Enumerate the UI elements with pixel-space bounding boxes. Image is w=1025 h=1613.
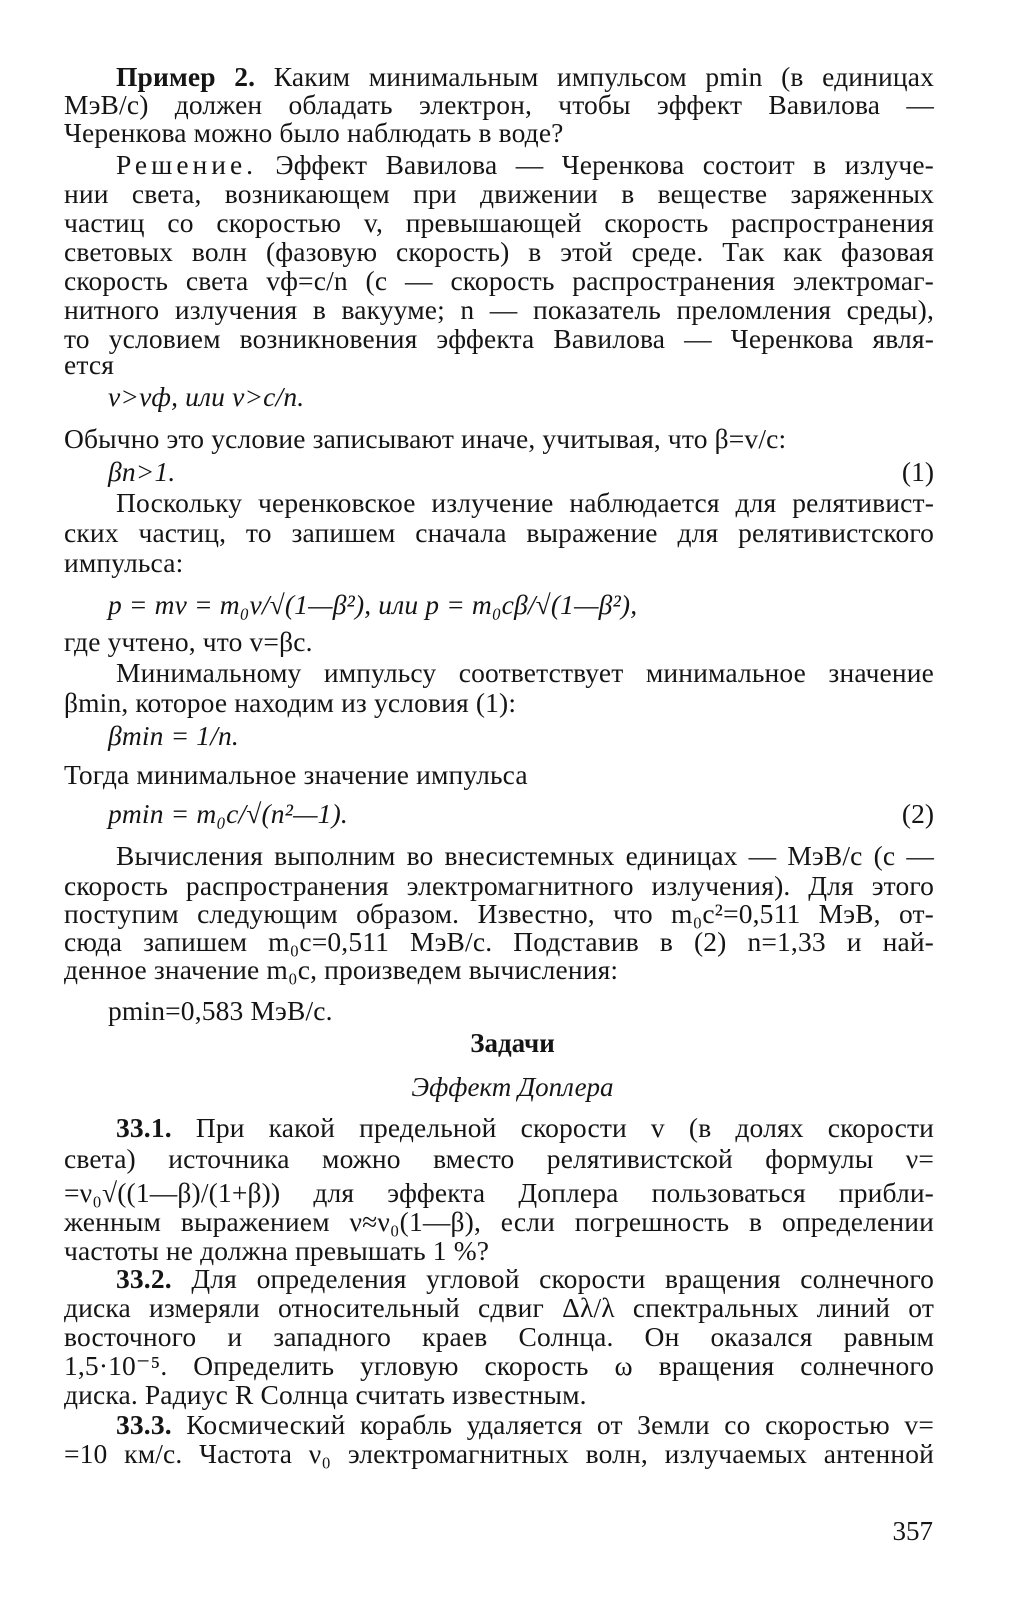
solution-line: скорость света vф=c/n (c — скорость распространения электромаг- (64, 265, 934, 296)
formula-1: βn>1. (108, 456, 176, 487)
formula-condition: v>vф, или v>c/n. (108, 381, 305, 412)
solution-line: Решение. Эффект Вавилова — Черенкова состоит в излуче- (116, 149, 934, 180)
text-line: импульса: (64, 547, 184, 578)
problem-line: женным выражением ν≈ν₀(1—β), если погрешность в определении (64, 1206, 934, 1237)
example-title: Пример 2. (116, 61, 256, 92)
problem-line: частоты не должна превышать 1 %? (64, 1235, 490, 1266)
text-line: поступим следующим образом. Известно, что m₀c²=0,511 МэВ, от- (64, 898, 934, 929)
problem-line: диска измеряли относительный сдвиг Δλ/λ спектральных линий от (64, 1292, 934, 1323)
text-line: Обычно это условие записывают иначе, учитывая, что β=v/c: (64, 423, 787, 454)
text-line: ских частиц, то запишем сначала выражение для релятивистского (64, 517, 934, 548)
example-line: Пример 2. Каким минимальным импульсом pmin (в единицах (116, 61, 934, 92)
problems-heading: Задачи (470, 1028, 555, 1058)
solution-label: Решение. (116, 149, 258, 180)
problem-line: =ν₀√((1—β)/(1+β)) для эффекта Доплера пользоваться прибли- (64, 1177, 934, 1208)
problem-line: 33.3. Космический корабль удаляется от Земли со скоростью v= (116, 1409, 934, 1440)
problem-line: 33.1. При какой предельной скорости v (в долях скорости (116, 1112, 934, 1143)
text-line: Вычисления выполним во внесистемных единицах — МэВ/c (c — (116, 840, 934, 871)
text-line: Поскольку черенковское излучение наблюдается для релятивист- (116, 487, 934, 518)
solution-line: нитного излучения в вакууме; n — показатель преломления среды), (64, 294, 934, 325)
formula-momentum: p = mv = m₀v/√(1—β²), или p = m₀cβ/√(1—β²), (108, 589, 638, 620)
formula-2: pmin = m₀c/√(n²—1). (108, 798, 348, 829)
text-line: βmin, которое находим из условия (1): (64, 687, 517, 718)
text-line: где учтено, что v=βc. (64, 626, 313, 657)
formula-beta-min: βmin = 1/n. (108, 720, 239, 751)
problem-line: света) источника можно вместо релятивистской формулы ν= (64, 1143, 934, 1174)
problem-number: 33.3. (116, 1409, 172, 1440)
text-line: Минимальному импульсу соответствует минимальное значение (116, 657, 934, 688)
problem-line: 1,5·10⁻⁵. Определить угловую скорость ω вращения солнечного (64, 1350, 934, 1381)
problem-number: 33.1. (116, 1112, 172, 1143)
section-heading: Эффект Доплера (411, 1072, 614, 1102)
solution-line: ется (64, 349, 115, 380)
solution-line: световых волн (фазовую скорость) в этой среде. Так как фазовая (64, 236, 934, 267)
example-line: МэВ/c) должен обладать электрон, чтобы эффект Вавилова — (64, 89, 934, 120)
solution-line: частиц со скоростью v, превышающей скорость распространения (64, 207, 934, 238)
text-line: Тогда минимальное значение импульса (64, 759, 528, 790)
equation-number-2: (2) (901, 798, 934, 829)
equation-number-1: (1) (901, 456, 934, 487)
solution-line: нии света, возникающем при движении в веществе заряженных (64, 178, 934, 209)
result-formula: pmin=0,583 МэВ/c. (108, 995, 333, 1026)
page-number: 357 (892, 1516, 933, 1546)
text-line: сюда запишем m₀c=0,511 МэВ/c. Подставив в (2) n=1,33 и най- (64, 926, 934, 957)
problem-number: 33.2. (116, 1263, 172, 1294)
example-line: Черенкова можно было наблюдать в воде? (64, 117, 564, 148)
problem-line: =10 км/с. Частота ν₀ электромагнитных волн, излучаемых антенной (64, 1438, 934, 1469)
text-line: денное значение m₀c, произведем вычисления: (64, 954, 619, 985)
solution-line: то условием возникновения эффекта Вавилова — Черенкова явля- (64, 323, 934, 354)
problem-line: диска. Радиус R Солнца считать известным. (64, 1379, 587, 1410)
problem-line: 33.2. Для определения угловой скорости вращения солнечного (116, 1263, 934, 1294)
problem-line: восточного и западного краев Солнца. Он оказался равным (64, 1321, 934, 1352)
text-line: скорость распространения электромагнитного излучения). Для этого (64, 870, 934, 901)
